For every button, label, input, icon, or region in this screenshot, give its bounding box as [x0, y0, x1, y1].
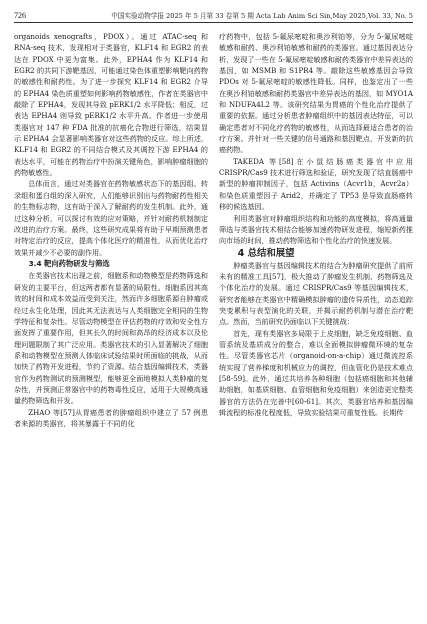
paragraph: 疗药物中，包括 5-氟尿嘧啶和奥沙利铂等，分为 5-氟尿嘧啶敏感和耐药、奥沙利铂敏感和耐药的类器官。通过基因表达分析，发现了一些在 5-氟尿嘧啶敏感和耐药类器官中差异表达的基因，如 MSMB 和 S1PR4 等。敲除这些敏感基因会导致 PDOs 对 5-氟尿嘧啶的敏感性降低。同样，也鉴定出了一些在奥沙利铂敏感和耐药类器官中差异表达的基因，如 MYO1A 和 NDUFA4L2 等。该研究结果为胃癌的个性化治疗提供了重要的依据。通过分析患者肿瘤组织中的基因表达特征，可以确定患者对不同化疗药物的敏感性，从而选择最适合患者的治疗方案。并针对一些关键的信号通路和基因靶点，开发新的抗癌药物。: [219, 32, 413, 155]
journal-title: 中国实验动物学报 2025 年 5 月第 33 卷第 5 期 Acta Lab Anim Sci Sin,May 2025,Vol. 33, No. 5: [111, 12, 413, 20]
left-column: [14, 31, 208, 429]
paragraph: ZHAO 等[57]从胃癌患者的肿瘤组织中建立了 57 例患者来源的类器官，将其暴露于不同的化: [14, 407, 208, 428]
paragraph: 肿瘤类器官与基因编辑技术的结合为肿瘤研究提供了前所未有的精准工具[57]，极大推动了肿瘤发生机制、药物筛选及个体化治疗的发展。通过 CRISPR/Cas9 等基因编辑技术，研究者能够在类器官中精确模拟肿瘤的遗传异质性，动态追踪突变累积与表型演化的关联，并揭示耐药机制与潜在治疗靶点。然而，当前研究仍面临以下关键挑战：: [219, 260, 413, 327]
paragraph: 在类器官技术出现之前，细胞系和动物模型是药物筛选和研发的主要平台，但这两者都有显著的局限性。细胞系因其高效的时间和成本效益而受到关注，然而许多细胞系源自肿瘤或经过永生化处理，因此其无法表达与人类细胞完全相同的生物学特征和复杂性。尽管动物模型在评估药物的疗效和安全性方面发挥了重要作用，但其长久的时间和高昂的经济成本以及伦理问题限制了其广泛应用。类器官技术的引入显著解决了细胞系和动物模型在预测人体临床试验结果时所面临的挑战，从而加快了药物开发进程，节约了资源。结合基因编辑技术，类器官作为药物测试的预测模型，能够更全面地模拟人类肿瘤的复杂性，并预测正常器官中的药物毒性反应，适用于大规模高通量药物筛选和开发。: [14, 271, 208, 406]
section-title: 4 总结和展望: [237, 247, 295, 259]
running-header: [14, 10, 413, 23]
page-number: 726: [14, 11, 26, 20]
paragraph: 首先，现有类器官多局限于上皮细胞，缺乏免疫细胞、血管系统及基质成分的整合，难以全面模拟肿瘤微环境的复杂性。尽管类器官芯片（organoid-on-a-chip）通过微流控系统实现了营养梯度和机械应力的调控，但血管化仍是技术难点[58-59]。此外，通过共培养各种细胞（包括癌细胞和其他辅助细胞，如基质细胞、血管细胞和免疫细胞）来创造更完整类器官的方法仍在完善中[60-61]。其次，类器官培养和基因编辑流程的标准化程度低，导致实验结果可重复性低。长期传: [219, 328, 413, 417]
paragraph: organoids xenografts，PDOX）。通过 ATAC-seq 和 RNA-seq 技术，发现相对于类器官，KLF14 和 EGR2 的表达在 PDOX 中更为富集。此外，EPHA4 作为 KLF14 和 EGR2 的共同下游靶基因，可能通过染色体重塑影响靶向药物的敏感性和耐药性。为了进一步探究 KLF14 和 EGR2 介导的 EPHA4 染色质重塑如何影响药物敏感性，作者在类器官中敲除了 EPHA4，发现其导致 pERK1/2 水平降低；相反，过表达 EPHA4 则导致 pERK1/2 水平升高。作者进一步使用类器官对 147 种 FDA 批准的抗癌化合物进行筛选，结果显示 EPHA4 会显著影响类器官对这些药物的反应。综上所述，KLF14 和 EGR2 的不同结合模式及其调控下游 EPHA4 的表达水平，可能在药物治疗中扮演关键角色，影响肿瘤细胞的药物敏感性。: [14, 32, 208, 178]
paragraph: 利用类器官对肿瘤组织结构和功能的高度模拟，将高通量筛选与类器官技术相结合能够加速药物研发进程，缩短新药推向市场的时间，推动药物筛选和个性化治疗的快速发展。: [219, 213, 413, 246]
subsection-title: 3.4 靶向药物研发与筛选: [28, 258, 110, 268]
paragraph: TAKEDA 等[58]在小鼠结肠癌类器官中应用 CRISPR/Cas9 技术进行筛选和验证，研究发现了结直肠癌中新型的肿瘤抑制因子，包括 Activins（Acvr1b，Acvr2a）和染色质重塑因子 Arid2，并确定了 TP53 是导致直肠癌转移的候选基因。: [219, 156, 413, 212]
paragraph: 总体而言，通过对类器官在药物敏感状态下的基因组、转录组和蛋白组的深入研究，人们能够识别出与药物耐药性相关的生物标志物，这有助于深入了解耐药的发生机制。此外，通过这种分析，可以探讨有效的应对策略，并针对耐药机制制定改进的治疗方案。最终，这些研究成果将有助于早期预测患者对特定治疗的反应，提高个体化医疗的精准性，从而优化治疗效果并减少不必要的副作用。: [14, 179, 208, 257]
right-column: [219, 31, 413, 418]
